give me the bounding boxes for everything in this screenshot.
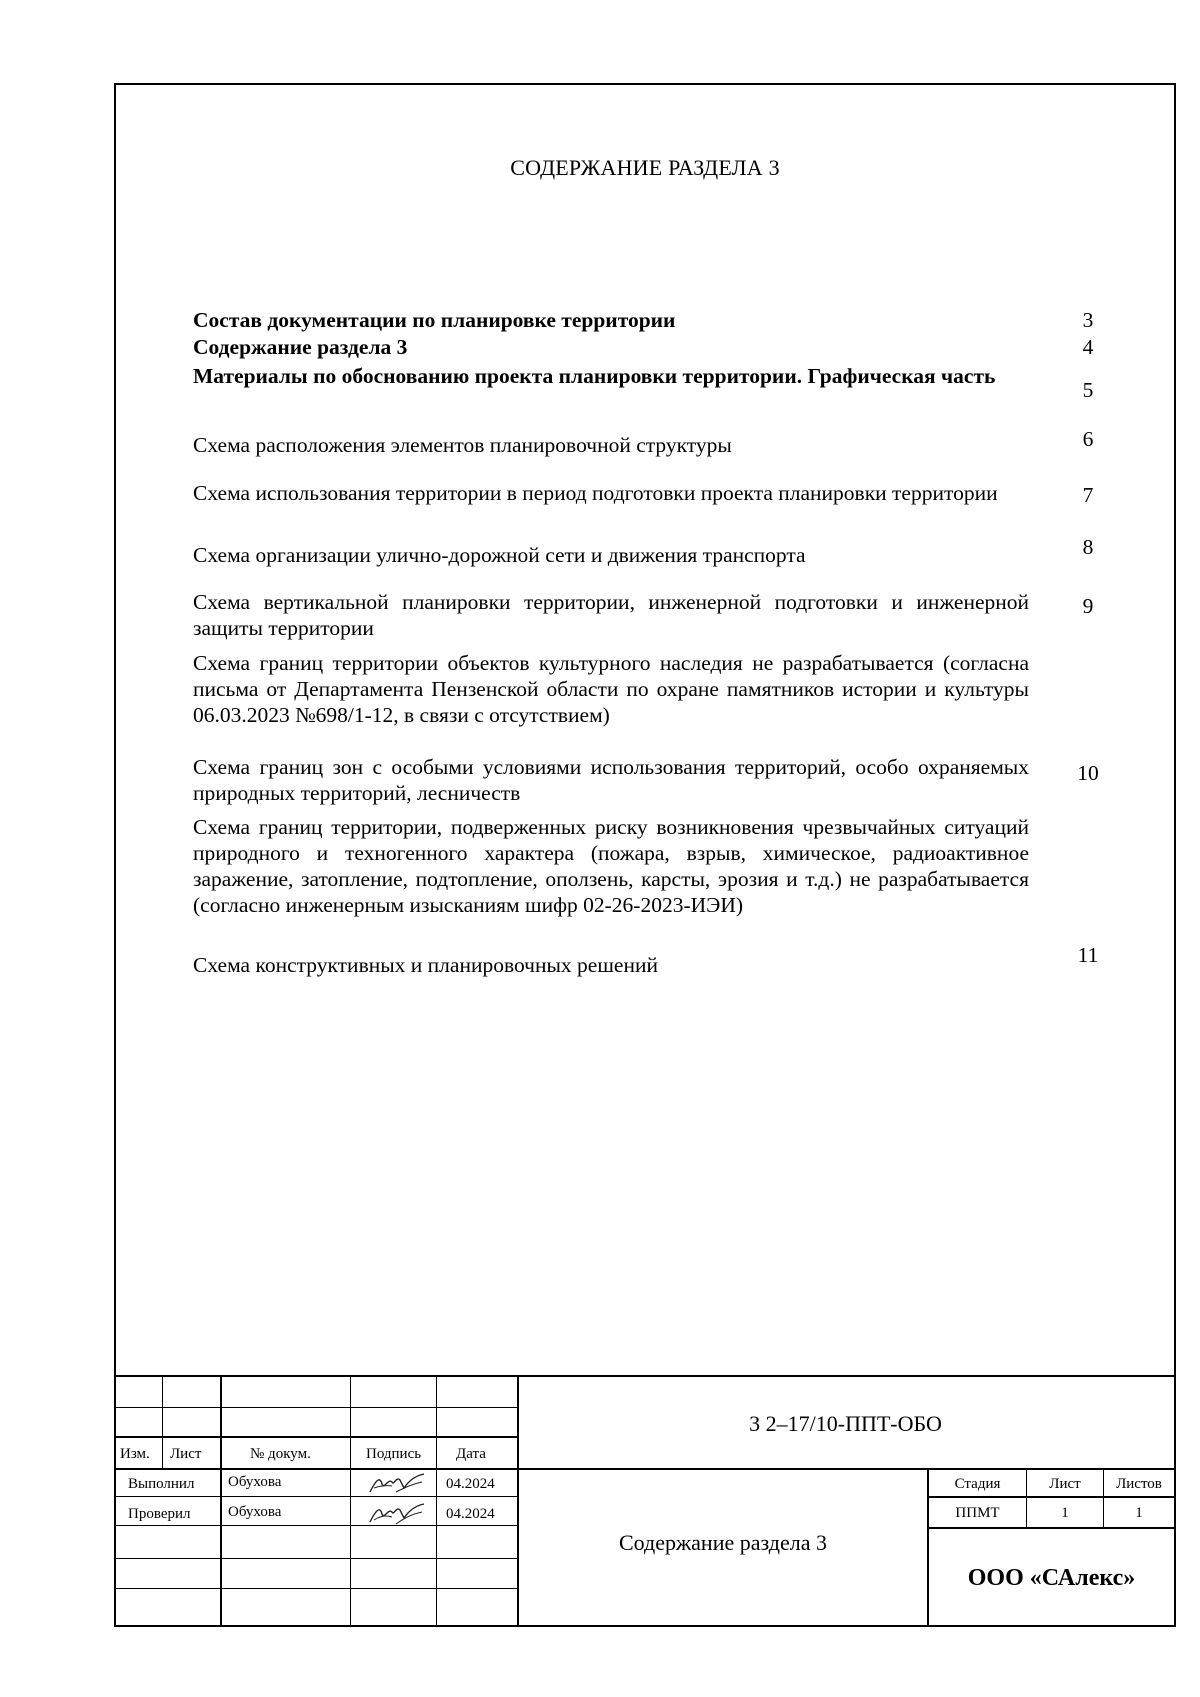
signature-image <box>366 1470 428 1498</box>
col-header-date: Дата <box>456 1446 486 1462</box>
role-performed: Выполнил <box>128 1476 195 1492</box>
toc-entry-page: 6 <box>1082 427 1094 451</box>
name-checked: Обухова <box>228 1504 282 1520</box>
toc-entry-text: Схема расположения элементов планировочной структуры <box>193 433 732 457</box>
stage-value: ППМТ <box>955 1505 1000 1521</box>
toc-entry-page: 3 <box>1082 308 1094 332</box>
toc-entry-page: 7 <box>1082 483 1094 507</box>
name-performed: Обухова <box>228 1474 282 1490</box>
toc-entry-text: Схема использования территории в период подготовки проекта планировки территории <box>193 481 998 505</box>
toc-entry <box>193 535 1094 568</box>
toc-entry <box>193 334 1094 360</box>
title-block <box>116 1375 1174 1625</box>
toc-entry-text: Схема границ территории, подверженных риску возникновения чрезвычайных ситуаций природного и техногенного характера (пожара, взрыв, химическое, радиоактивное заражение, затопление, подтопление, оползень, карсты, эрозия и т.д.) не разрабатывается (согласно инженерным изысканиям шифр 02-26-2023-ИЭИ) <box>193 815 1029 917</box>
toc-entry-page: 11 <box>1077 943 1099 967</box>
document-code: 3 2–17/10-ППТ-ОБО <box>749 1411 942 1436</box>
date-performed: 04.2024 <box>446 1476 495 1492</box>
toc-entry <box>193 589 1094 641</box>
drawing-frame <box>114 83 1176 1627</box>
sheet-header: Лист <box>1049 1476 1081 1492</box>
toc-entry <box>193 943 1099 978</box>
toc-entry <box>193 754 1099 806</box>
toc-entry <box>193 307 1094 333</box>
sheets-header: Листов <box>1116 1476 1162 1492</box>
toc-entry-text: Материалы по обоснованию проекта планировки территории. Графическая часть <box>193 364 996 388</box>
role-checked: Проверил <box>128 1506 191 1522</box>
col-header-izm: Изм. <box>120 1446 150 1462</box>
toc-entry-page: 9 <box>1082 594 1094 618</box>
signature-image <box>366 1500 428 1528</box>
page-title: СОДЕРЖАНИЕ РАЗДЕЛА 3 <box>510 155 780 180</box>
toc-entry-page: 10 <box>1077 761 1099 785</box>
toc-entry-text: Схема вертикальной планировки территории, инженерной подготовки и инженерной защиты территории <box>193 590 1029 640</box>
toc-entry <box>193 814 1029 918</box>
toc-entry-text: Схема границ зон с особыми условиями использования территорий, особо охраняемых природных территорий, лесничеств <box>193 755 1029 805</box>
toc-entry <box>193 363 1094 402</box>
toc-entry-page: 8 <box>1082 535 1094 559</box>
toc-entry <box>193 650 1029 728</box>
company-name: ООО «САлекс» <box>967 1565 1136 1591</box>
toc-entry-text: Состав документации по планировке территории <box>193 308 676 332</box>
col-header-list: Лист <box>170 1446 202 1462</box>
toc-entry-text: Содержание раздела 3 <box>193 335 408 359</box>
sheets-value: 1 <box>1135 1505 1143 1521</box>
col-header-doc-no: № докум. <box>250 1446 311 1462</box>
col-header-signature: Подпись <box>366 1446 422 1462</box>
toc-entry-text: Схема конструктивных и планировочных решений <box>193 953 658 977</box>
sheet-value: 1 <box>1061 1505 1069 1521</box>
toc-entry-page: 5 <box>1082 378 1094 402</box>
toc-entry <box>193 427 1094 458</box>
toc-entry-text: Схема организации улично-дорожной сети и движения транспорта <box>193 543 806 567</box>
toc-entry-page: 4 <box>1082 335 1094 359</box>
toc-entry <box>193 480 1094 507</box>
section-name: Содержание раздела 3 <box>618 1530 828 1555</box>
date-checked: 04.2024 <box>446 1506 495 1522</box>
stage-header: Стадия <box>954 1476 1001 1492</box>
toc-entry-text: Схема границ территории объектов культурного наследия не разрабатывается (согласна письма от Департамента Пензенской области по охране памятников истории и культуры 06.03.2023 №698/1-12, в связи с отсутствием) <box>193 651 1029 727</box>
